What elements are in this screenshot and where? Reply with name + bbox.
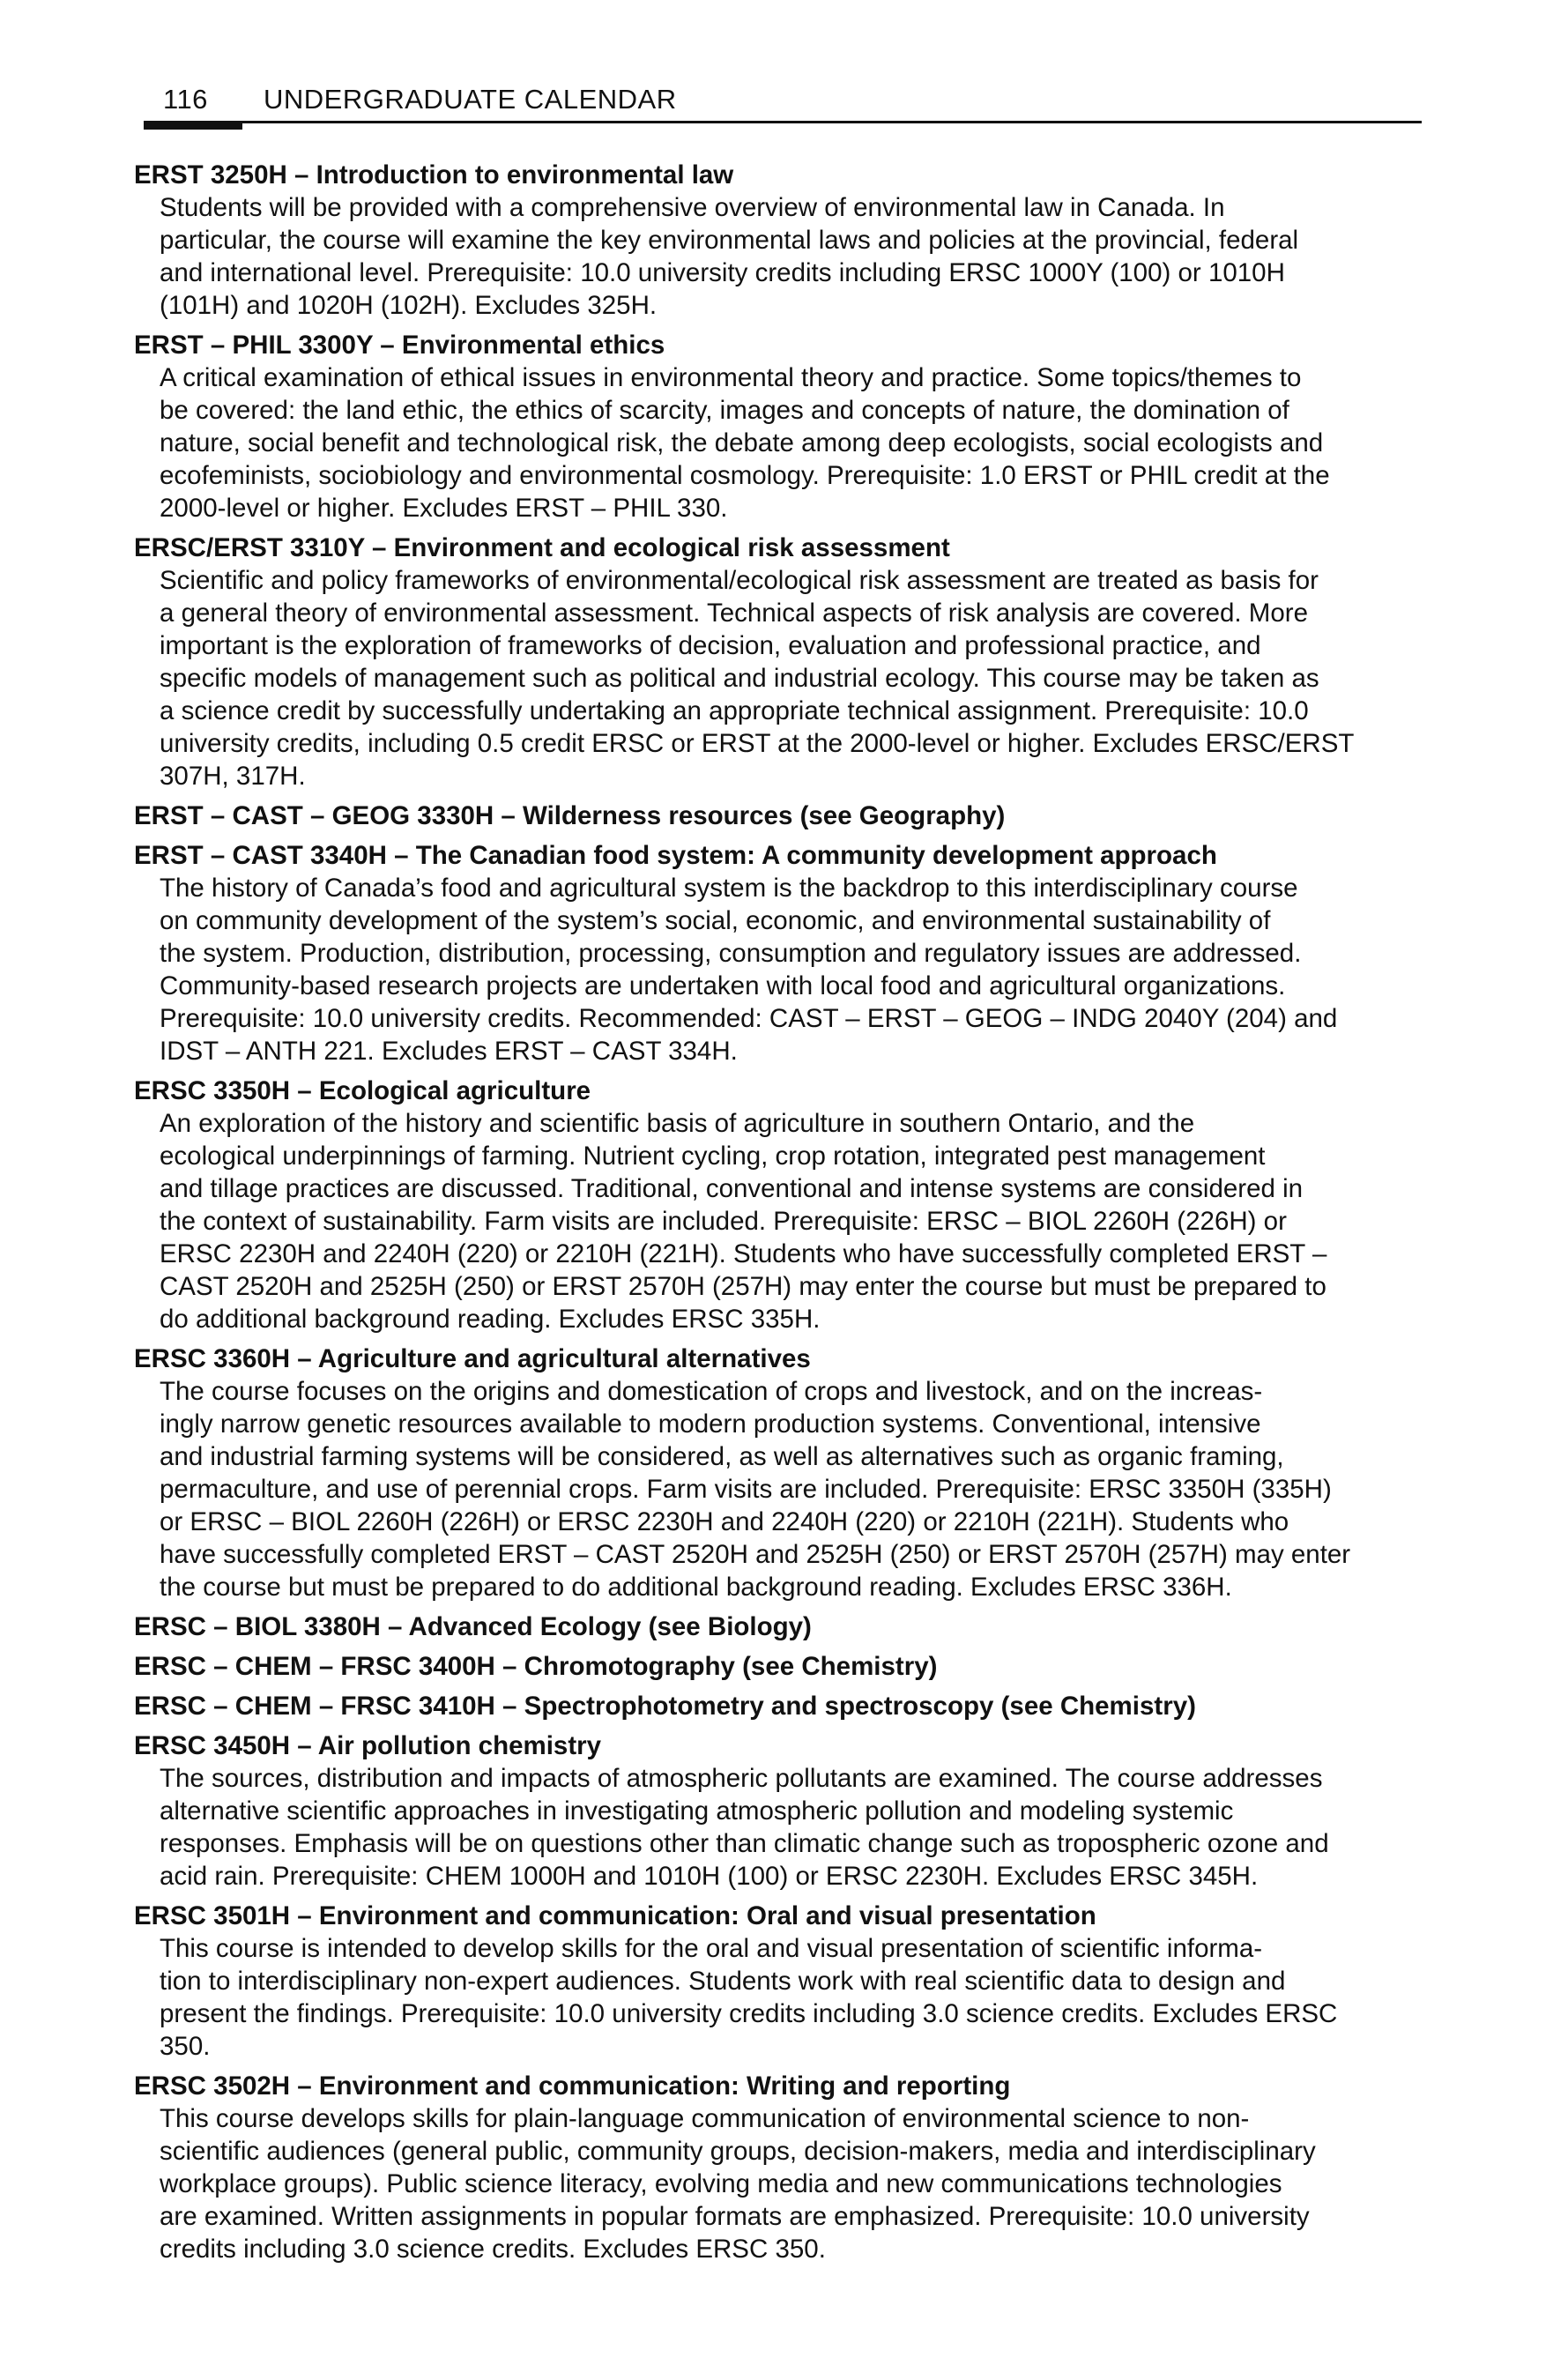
course-description: The course focuses on the origins and domestication of crops and livestock, and on the increas- ingly narrow genetic resources available to modern production systems. Conventional, intensive and industrial farming systems will be considered, as well as alternatives such as organic framing, permaculture, and use of perennial crops. Farm visits are included. Prerequisite: ERSC 3350H (335H) or ERSC – BIOL 2260H (226H) or ERSC 2230H and 2240H (220) or 2210H (221H). Students who have successfully completed ERST – CAST 2520H and 2525H (250) or ERST 2570H (257H) may enter the course but must be prepared to do additional background reading. Excludes ERSC 336H. [160, 1377, 1351, 1602]
course-entry [134, 1900, 1421, 2063]
course-entry [134, 839, 1421, 1067]
course-entry [134, 1690, 1421, 1722]
course-listing [134, 159, 1421, 2272]
course-entry [134, 1729, 1421, 1893]
course-title: ERST – CAST 3340H – The Canadian food system: A community development approach [134, 841, 1217, 870]
course-title: ERSC 3450H – Air pollution chemistry [134, 1731, 602, 1760]
course-description: An exploration of the history and scientific basis of agriculture in southern Ontario, and the ecological underpinnings of farming. Nutrient cycling, crop rotation, integrated pest management and tillage practices are discussed. Traditional, conventional and intense systems are considered in the context of sustainability. Farm visits are included. Prerequisite: ERSC – BIOL 2260H (226H) or ERSC 2230H and 2240H (220) or 2210H (221H). Students who have successfully completed ERST – CAST 2520H and 2525H (250) or ERST 2570H (257H) may enter the course but must be prepared to do additional background reading. Excludes ERSC 335H. [160, 1109, 1327, 1334]
course-title: ERST 3250H – Introduction to environmental law [134, 160, 734, 190]
page-header [144, 82, 1422, 128]
course-title: ERSC 3502H – Environment and communication: Writing and reporting [134, 2071, 1011, 2101]
course-title: ERSC – CHEM – FRSC 3410H – Spectrophotometry and spectroscopy (see Chemistry) [134, 1692, 1196, 1721]
course-title: ERSC – BIOL 3380H – Advanced Ecology (see Biology) [134, 1612, 812, 1641]
course-description: Scientific and policy frameworks of environmental/ecological risk assessment are treated as basis for a general theory of environmental assessment. Technical aspects of risk analysis are covered. More important is the exploration of frameworks of decision, evaluation and professional practice, and specific models of management such as political and industrial ecology. This course may be taken as a science credit by successfully undertaking an appropriate technical assignment. Prerequisite: 10.0 university credits, including 0.5 credit ERSC or ERST at the 2000-level or higher. Excludes ERSC/ERST 307H, 317H. [160, 566, 1355, 791]
course-title: ERSC – CHEM – FRSC 3400H – Chromotography (see Chemistry) [134, 1652, 938, 1681]
course-title: ERSC 3350H – Ecological agriculture [134, 1076, 591, 1105]
course-title: ERST – CAST – GEOG 3330H – Wilderness resources (see Geography) [134, 801, 1006, 830]
header-tab-marker [144, 121, 242, 130]
course-entry [134, 329, 1421, 524]
course-entry [134, 1610, 1421, 1643]
header-rule [144, 121, 1422, 123]
course-entry [134, 1342, 1421, 1603]
course-entry [134, 532, 1421, 792]
course-title: ERSC 3360H – Agriculture and agricultural alternatives [134, 1344, 811, 1373]
course-description: This course develops skills for plain-language communication of environmental science to non- scientific audiences (general public, community groups, decision-makers, media and interdisciplinary workplace groups). Public science literacy, evolving media and new communications technologies are examined. Written assignments in popular formats are emphasized. Prerequisite: 10.0 university credits including 3.0 science credits. Excludes ERSC 350. [160, 2104, 1316, 2264]
course-description: The history of Canada’s food and agricultural system is the backdrop to this interdisciplinary course on community development of the system’s social, economic, and environmental sustainability of the system. Production, distribution, processing, consumption and regulatory issues are addressed. Community-based research projects are undertaken with local food and agricultural organizations. Prerequisite: 10.0 university credits. Recommended: CAST – ERST – GEOG – INDG 2040Y (204) and IDST – ANTH 221. Excludes ERST – CAST 334H. [160, 874, 1338, 1066]
course-title: ERSC 3501H – Environment and communication: Oral and visual presentation [134, 1901, 1096, 1930]
page-number: 116 [163, 84, 208, 115]
course-entry [134, 800, 1421, 832]
course-entry [134, 159, 1421, 322]
course-description: A critical examination of ethical issues in environmental theory and practice. Some topics/themes to be covered: the land ethic, the ethics of scarcity, images and concepts of nature, the domination of nature, social benefit and technological risk, the debate among deep ecologists, social ecologists and ecofeminists, sociobiology and environmental cosmology. Prerequisite: 1.0 ERST or PHIL credit at the 2000-level or higher. Excludes ERST – PHIL 330. [160, 363, 1330, 523]
course-description: Students will be provided with a comprehensive overview of environmental law in Canada. In particular, the course will examine the key environmental laws and policies at the provincial, federal and international level. Prerequisite: 10.0 university credits including ERSC 1000Y (100) or 1010H (101H) and 1020H (102H). Excludes 325H. [160, 193, 1299, 320]
course-description: This course is intended to develop skills for the oral and visual presentation of scientific informa- tion to interdisciplinary non-expert audiences. Students work with real scientific data to design and present the findings. Prerequisite: 10.0 university credits including 3.0 science credits. Excludes ERSC 350. [160, 1934, 1338, 2061]
course-entry [134, 1650, 1421, 1683]
course-entry [134, 2070, 1421, 2265]
course-description: The sources, distribution and impacts of atmospheric pollutants are examined. The course addresses alternative scientific approaches in investigating atmospheric pollution and modeling systemic responses. Emphasis will be on questions other than climatic change such as tropospheric ozone and acid rain. Prerequisite: CHEM 1000H and 1010H (100) or ERSC 2230H. Excludes ERSC 345H. [160, 1764, 1329, 1891]
running-title: UNDERGRADUATE CALENDAR [264, 84, 677, 115]
course-title: ERST – PHIL 3300Y – Environmental ethics [134, 331, 665, 360]
course-title: ERSC/ERST 3310Y – Environment and ecological risk assessment [134, 533, 950, 562]
course-entry [134, 1075, 1421, 1335]
